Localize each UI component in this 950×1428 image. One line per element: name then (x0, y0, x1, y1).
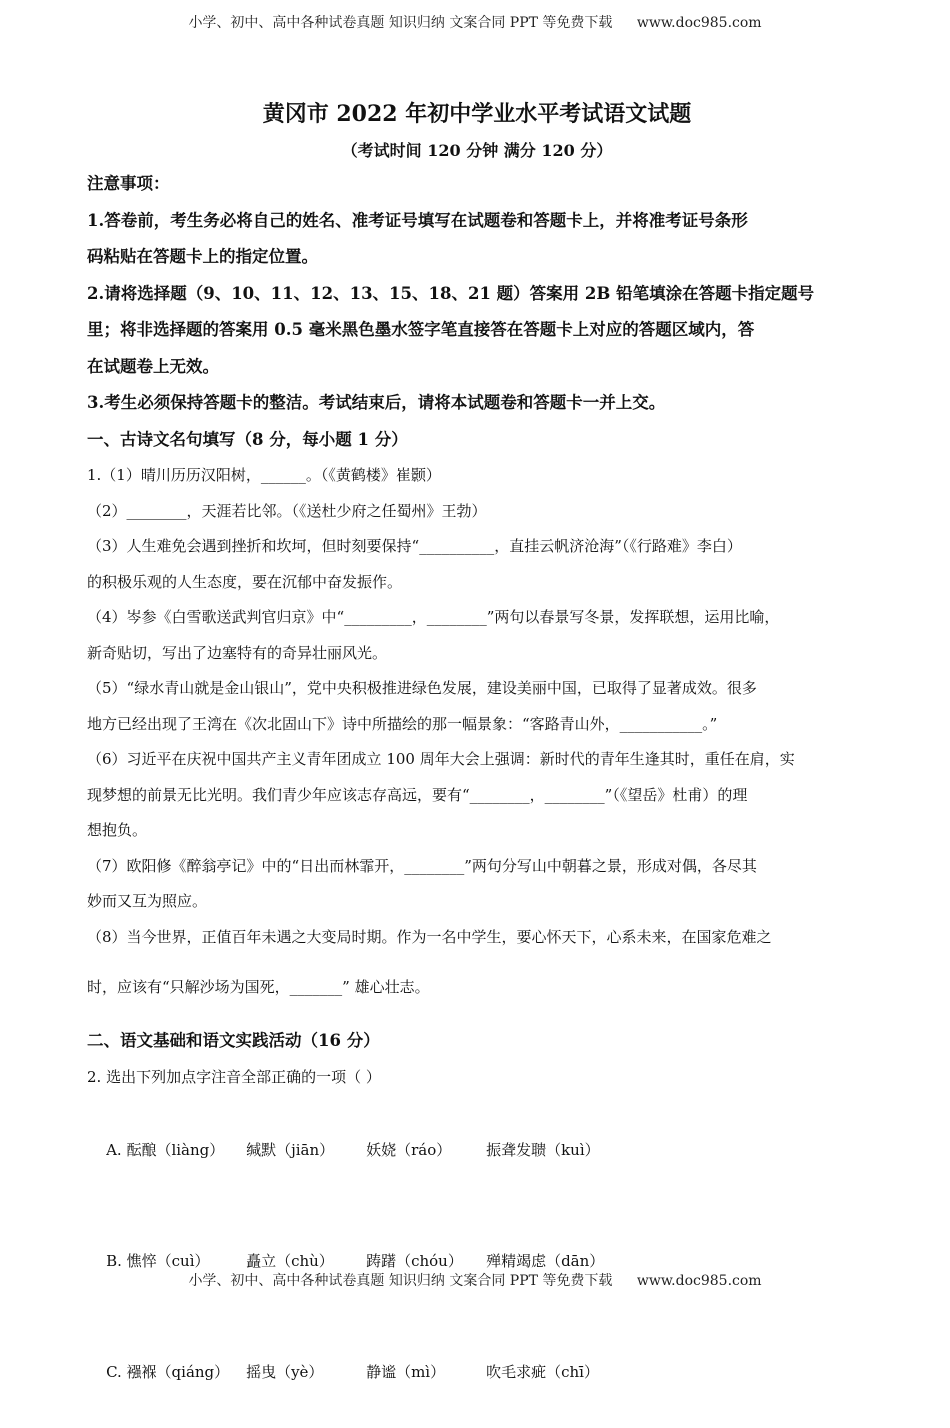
question-line: 地方已经出现了王湾在《次北固山下》诗中所描绘的那一幅景象：“客路青山外，___________。” (87, 714, 718, 733)
notice-line: 码粘贴在答题卡上的指定位置。 (87, 247, 318, 266)
question-stem: 2. 选出下列加点字注音全部正确的一项（ ） (87, 1067, 381, 1086)
notice-line: 2.请将选择题（9、10、11、12、13、15、18、21 题）答案用 2B 铅笔填涂在答题卡指定题号 (87, 283, 815, 303)
question-line: （5）“绿水青山就是金山银山”，党中央积极推进绿色发展，建设美丽中国，已取得了显著成效。很多 (87, 679, 757, 697)
option-a (87, 1095, 867, 1206)
question-line: （7）欧阳修《醉翁亭记》中的“日出而林霏开，________”两句分写山中朝暮之景，形成对偶，各尽其 (87, 856, 757, 875)
option-b-item: B. 憔悴（cuì） (106, 1252, 210, 1270)
question-line: 时，应该有“只解沙场为国死，_______” 雄心壮志。 (87, 978, 430, 996)
option-b-item: 踌躇（chóu） (366, 1252, 463, 1270)
section-heading: 二、语文基础和语文实践活动（16 分） (87, 1031, 380, 1050)
option-b (87, 1206, 867, 1317)
exam-title: 黄冈市 2022 年初中学业水平考试语文试题 (262, 101, 692, 127)
notice-line: 在试题卷上无效。 (87, 356, 219, 376)
question-line: 妙而又互为照应。 (87, 892, 208, 910)
option-b-item: 矗立（chù） (246, 1252, 334, 1270)
option-a-item: 妖娆（ráo） (366, 1141, 452, 1159)
question-line: （8）当今世界，正值百年未遇之大变局时期。作为一名中学生，要心怀天下，心系未来，在国家危难之 (87, 927, 772, 946)
question-line: （6）习近平在庆祝中国共产主义青年团成立 100 周年大会上强调：新时代的青年生逢其时，重任在肩，实 (87, 750, 795, 768)
question-line: （2）________，天涯若比邻。（《送杜少府之任蜀州》王勃） (87, 501, 487, 520)
option-a-item: 缄默（jiān） (246, 1141, 335, 1159)
question-line: （4）岑参《白雪歌送武判官归京》中“_________，________”两句以春景写冬景，发挥联想，运用比喻， (87, 608, 780, 626)
notice-line: 1.答卷前，考生务必将自己的姓名、准考证号填写在试题卷和答题卡上，并将准考证号条形 (87, 210, 748, 230)
footer-url[interactable]: www.doc985.com (636, 1273, 762, 1289)
header-url[interactable]: www.doc985.com (636, 15, 762, 31)
question-line: 现梦想的前景无比光明。我们青少年应该志存高远，要有“________，________”（《望岳》杜甫）的理 (87, 785, 748, 804)
option-c-item: 静谧（mì） (366, 1363, 446, 1381)
header-text: 小学、初中、高中各种试卷真题 知识归纳 文案合同 PPT 等免费下载 (188, 15, 613, 31)
question-line: 新奇贴切，写出了边塞特有的奇异壮丽风光。 (87, 643, 388, 662)
section-heading: 一、古诗文名句填写（8 分，每小题 1 分） (87, 429, 408, 449)
question-line: 想抱负。 (87, 821, 148, 839)
option-c-item: 吹毛求疵（chī） (486, 1363, 599, 1381)
option-a-item: A. 酝酿（liàng） (106, 1141, 225, 1159)
question-line: （3）人生难免会遇到挫折和坎坷，但时刻要保持“__________，直挂云帆济沧海”（《行路难》李白） (87, 537, 742, 555)
notice-line: 里；将非选择题的答案用 0.5 毫米黑色墨水签字笔直接答在答题卡上对应的答题区域内，答 (87, 320, 755, 339)
notice-heading: 注意事项： (87, 174, 170, 193)
question-line: 1.（1）晴川历历汉阳树，______。（《黄鹤楼》崔颢） (87, 466, 441, 484)
option-b-item: 殚精竭虑（dān） (486, 1252, 605, 1270)
exam-subtitle: （考试时间 120 分钟 满分 120 分） (341, 141, 613, 160)
option-c (87, 1317, 867, 1428)
document-body (87, 96, 867, 1428)
question-line: 的积极乐观的人生态度，要在沉郁中奋发振作。 (87, 572, 403, 591)
option-c-item: 摇曳（yè） (246, 1363, 324, 1381)
page-footer (0, 1270, 950, 1290)
notice-line: 3.考生必须保持答题卡的整洁。考试结束后，请将本试题卷和答题卡一并上交。 (87, 393, 666, 412)
footer-text: 小学、初中、高中各种试卷真题 知识归纳 文案合同 PPT 等免费下载 (188, 1273, 613, 1289)
option-a-item: 振聋发聩（kuì） (486, 1141, 600, 1159)
option-c-item: C. 襁褓（qiáng） (106, 1363, 230, 1381)
page-header (0, 12, 950, 32)
